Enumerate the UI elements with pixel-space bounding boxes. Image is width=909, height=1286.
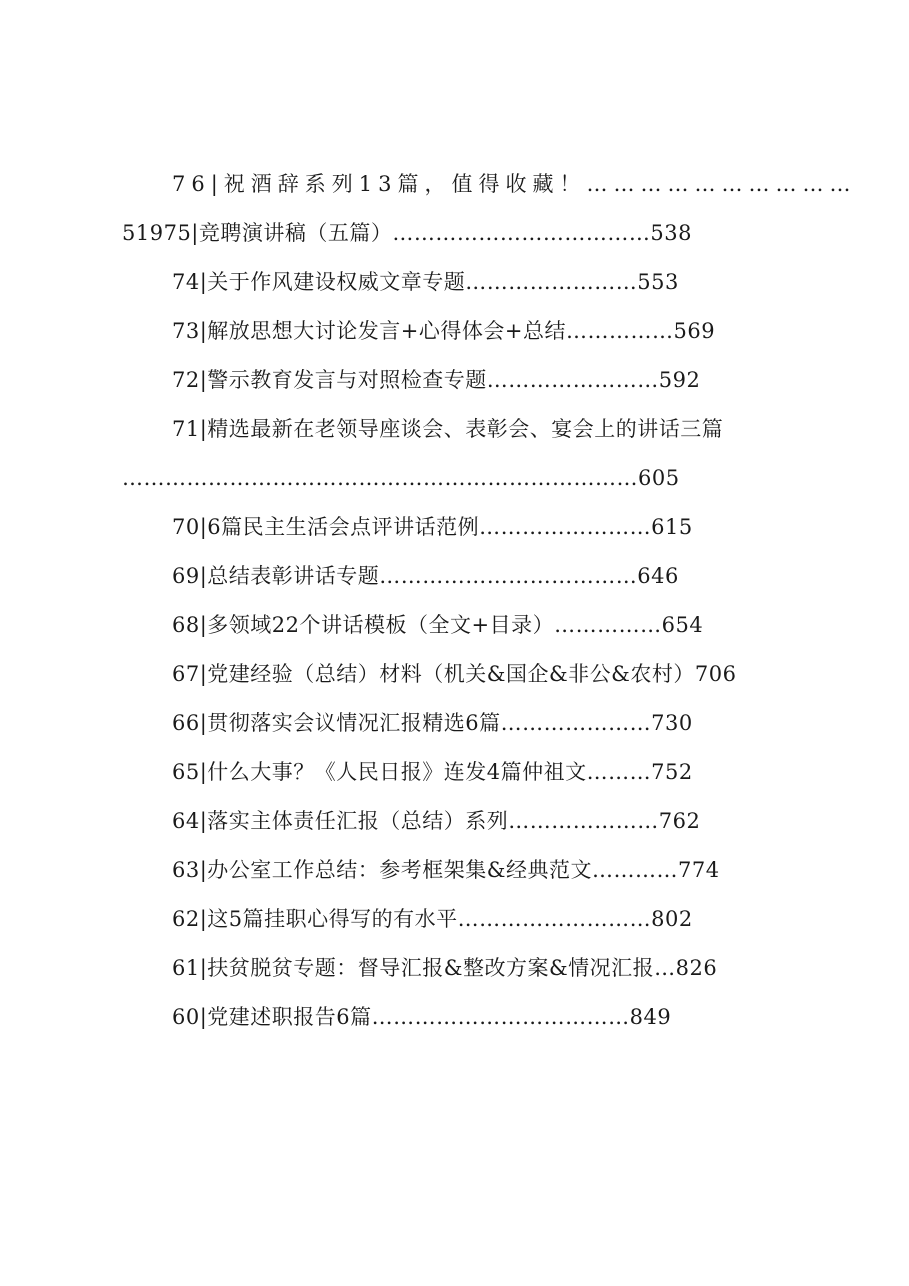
toc-entry: 74|关于作风建设权威文章专题……………………553 [172,270,679,294]
toc-entry: 69|总结表彰讲话专题………………………………646 [172,564,679,588]
toc-entry: 66|贯彻落实会议情况汇报精选6篇…………………730 [172,711,693,735]
toc-entry: 67|党建经验（总结）材料（机关&国企&非公&农村）706 [172,662,737,686]
toc-entry: 76|祝酒辞系列13篇，值得收藏！………………………… [172,172,857,196]
toc-entry: 71|精选最新在老领导座谈会、表彰会、宴会上的讲话三篇 [172,417,724,441]
toc-entry: 72|警示教育发言与对照检查专题……………………592 [172,368,701,392]
toc-entry: 65|什么大事？《人民日报》连发4篇仲祖文………752 [172,760,693,784]
toc-entry: 73|解放思想大讨论发言+心得体会+总结……………569 [172,319,716,343]
toc-entry: 64|落实主体责任汇报（总结）系列…………………762 [172,809,701,833]
toc-entry: 70|6篇民主生活会点评讲话范例……………………615 [172,515,693,539]
toc-entry: 51975|竞聘演讲稿（五篇）………………………………538 [122,221,692,245]
toc-entry: 62|这5篇挂职心得写的有水平………………………802 [172,907,693,931]
toc-entry: 61|扶贫脱贫专题：督导汇报&整改方案&情况汇报…826 [172,956,718,980]
toc-entry: 68|多领域22个讲话模板（全文+目录）……………654 [172,613,704,637]
toc-entry-continuation: ………………………………………………………………605 [122,466,680,490]
toc-entry: 60|党建述职报告6篇………………………………849 [172,1005,672,1029]
toc-entry: 63|办公室工作总结：参考框架集&经典范文…………774 [172,858,720,882]
